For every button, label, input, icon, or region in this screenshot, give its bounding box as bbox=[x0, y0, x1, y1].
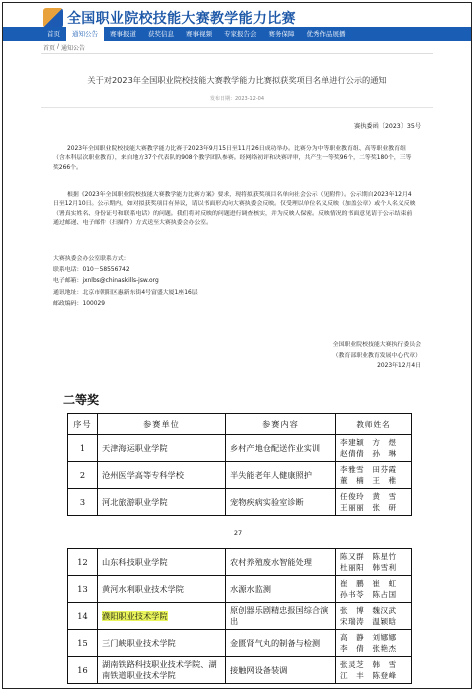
table-row bbox=[68, 435, 412, 462]
table-row bbox=[68, 549, 412, 576]
document-number: 赛执委函〔2023〕35号 bbox=[354, 123, 421, 130]
nav-item-5[interactable]: 专家报告会 bbox=[224, 30, 257, 38]
cell-teachers: 张灵芝 韩 雪 江 丰 陈登峰 bbox=[336, 657, 412, 684]
contact-heading: 大赛执委会办公室联系方式： bbox=[53, 256, 130, 262]
cell-content: 农村养殖废水智能处理 bbox=[226, 549, 336, 576]
prize-heading: 二等奖 bbox=[63, 393, 100, 407]
cell-no: 14 bbox=[68, 603, 98, 630]
signature-block bbox=[333, 340, 421, 372]
browser-frame bbox=[2, 2, 472, 689]
page-number: 27 bbox=[233, 529, 243, 537]
cell-content: 半失能老年人健康照护 bbox=[226, 462, 336, 489]
cell-teachers: 李雅雪 田芬霞 董 楠 王 稚 bbox=[336, 462, 412, 489]
breadcrumb-separator: / bbox=[57, 43, 60, 50]
article-title: 关于对2023年全国职业院校技能大赛教学能力比赛拟获奖项目名单进行公示的通知 bbox=[87, 75, 387, 85]
breadcrumb bbox=[43, 43, 85, 52]
breadcrumb-divider bbox=[41, 53, 433, 54]
publish-date: 发布日期：2023-12-04 bbox=[209, 96, 265, 102]
cell-content: 原创器乐剧精忠报国综合演出 bbox=[226, 603, 336, 630]
cell-no: 1 bbox=[68, 435, 98, 462]
cell-no: 12 bbox=[68, 549, 98, 576]
table-row bbox=[68, 576, 412, 603]
title-divider bbox=[41, 107, 433, 108]
site-logo[interactable] bbox=[43, 7, 296, 29]
logo-emblem-icon bbox=[43, 8, 63, 28]
nav-item-3[interactable]: 获奖信息 bbox=[148, 30, 174, 38]
cell-content: 宠物疾病实验室诊断 bbox=[226, 489, 336, 516]
cell-unit: 三门峡职业技术学院 bbox=[98, 630, 226, 657]
nav-item-2[interactable]: 赛事报道 bbox=[110, 30, 136, 38]
cell-unit: 山东科技职业学院 bbox=[98, 549, 226, 576]
cell-no: 15 bbox=[68, 630, 98, 657]
contact-phone: 联系电话：010－58556742 bbox=[53, 267, 130, 274]
cell-teachers: 任俊玲 黄 雪 王丽丽 张 研 bbox=[336, 489, 412, 516]
header-no: 序号 bbox=[68, 414, 98, 435]
breadcrumb-home[interactable]: 首页 bbox=[43, 45, 56, 52]
header-unit: 参赛单位 bbox=[98, 414, 226, 435]
nav-item-6[interactable]: 赛务保障 bbox=[268, 30, 295, 38]
signature-org: 全国职业院校技能大赛执行委员会 bbox=[332, 342, 421, 348]
contact-email[interactable]: 电子邮箱：jxnlbs@chinaskills-jsw.org bbox=[53, 278, 159, 285]
cell-unit: 天津海运职业学院 bbox=[98, 435, 226, 462]
award-table-page-1 bbox=[67, 413, 412, 516]
table-row bbox=[68, 603, 412, 630]
cell-content: 水源水监测 bbox=[226, 576, 336, 603]
cell-teachers: 李建颖 方 煜 赵倩倩 孙 琳 bbox=[336, 435, 412, 462]
table-row bbox=[68, 462, 412, 489]
cell-teachers: 张 博 魏汉武 宋瑞涛 温颖晗 bbox=[336, 603, 412, 630]
cell-no: 3 bbox=[68, 489, 98, 516]
cell-unit: 河北旅游职业学院 bbox=[98, 489, 226, 516]
signature-seal: （教育部职业教育发展中心代章） bbox=[332, 352, 421, 359]
cell-teachers: 崔 鹏 崔 虹 孙书苓 陈占国 bbox=[336, 576, 412, 603]
nav-item-4[interactable]: 赛事视频 bbox=[186, 30, 212, 38]
cell-content: 接触网设备装调 bbox=[226, 657, 336, 684]
cell-teachers: 高 静 刘娜娜 李 倩 张艳杰 bbox=[336, 630, 412, 657]
nav-item-1[interactable]: 通知公告 bbox=[66, 27, 104, 41]
paragraph-notice: 根据《2023年全国职业院校技能大赛教学能力比赛方案》要求，现将拟获奖项目名单向社会公示（见附件）。公示期自2023年12月4日至12月10日。公示期内，如对拟获奖项目有异议，请以书面形式向大赛执委会反映。仅受理以单位名义反映（加盖公章）或个人名义反映（署真实姓名、身份证号和联系电话）的问题。我们将对反映的问题进行调查核实，并为反映人保密。反映情况的书面意见请于公示结束前通过邮递、电子邮件（扫描件）方式送至大赛执委会办公室。 bbox=[53, 192, 416, 227]
cell-unit: 沧州医学高等专科学校 bbox=[98, 462, 226, 489]
contact-postcode: 邮政编码：100029 bbox=[53, 300, 105, 307]
attachment-scan bbox=[63, 391, 413, 689]
highlighted-unit: 濮阳职业技术学院 bbox=[102, 610, 168, 621]
cell-unit: 黄河水利职业技术学院 bbox=[98, 576, 226, 603]
contact-address: 通讯地址：北京市朝阳区惠新东街4号富盛大厦1座16层 bbox=[53, 289, 198, 296]
table-row bbox=[68, 489, 412, 516]
cell-no: 2 bbox=[68, 462, 98, 489]
table-row bbox=[68, 657, 412, 684]
cell-unit bbox=[98, 603, 226, 630]
main-nav bbox=[3, 27, 471, 41]
header-teachers: 教师姓名 bbox=[336, 414, 412, 435]
table-header-row bbox=[68, 414, 412, 435]
award-table-page-2 bbox=[67, 548, 412, 684]
cell-content: 乡村产地仓配送作业实训 bbox=[226, 435, 336, 462]
cell-content: 金匮肾气丸的制备与检测 bbox=[226, 630, 336, 657]
contact-block bbox=[53, 254, 198, 310]
breadcrumb-current[interactable]: 通知公告 bbox=[61, 45, 86, 52]
paragraph-intro: 2023年全国职业院校技能大赛教学能力比赛于2023年9月15日至11月26日成功举办。比赛分为中等职业教育组、高等职业教育组（含本科层次职业教育），来自地方37个代表队的908个教学团队参赛。经网络初评和决赛评审，共产生一等奖96个，二等奖180个，三等奖266个。 bbox=[53, 146, 412, 171]
signature-date: 2023年12月4日 bbox=[377, 363, 421, 370]
nav-item-7[interactable]: 优秀作品展播 bbox=[306, 30, 346, 38]
cell-teachers: 陈又群 陈星竹 杜丽阳 韩雪利 bbox=[336, 549, 412, 576]
nav-item-0[interactable]: 首页 bbox=[47, 30, 60, 38]
table-row bbox=[68, 630, 412, 657]
cell-unit: 湖南铁路科技职业技术学院、湖南铁道职业技术学院 bbox=[98, 657, 226, 684]
cell-no: 13 bbox=[68, 576, 98, 603]
header-content: 参赛内容 bbox=[226, 414, 336, 435]
cell-no: 16 bbox=[68, 657, 98, 684]
logo-text: 全国职业院校技能大赛教学能力比赛 bbox=[67, 11, 296, 27]
